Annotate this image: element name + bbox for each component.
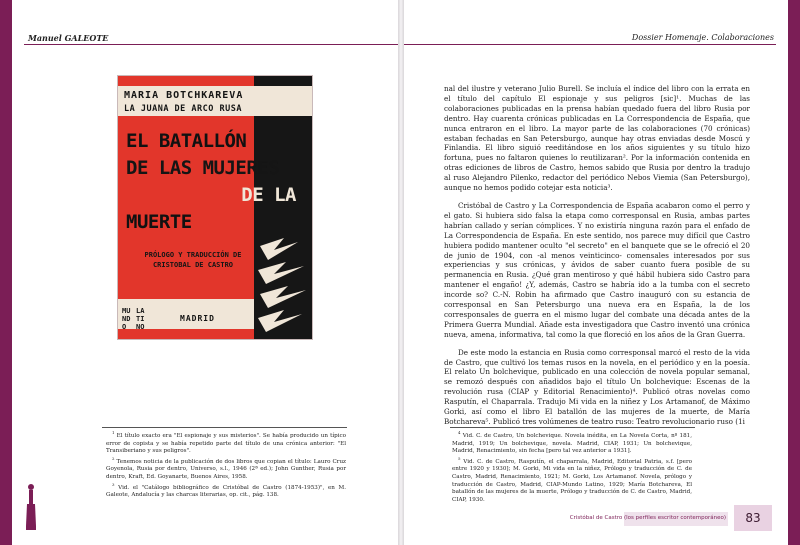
figurine-icon — [26, 482, 36, 530]
left-page — [12, 0, 398, 545]
right-page-band — [788, 0, 800, 545]
running-head-author: Manuel GALEOTE — [28, 33, 109, 43]
paragraph: nal del ilustre y veterano Julio Burell. Se incluía el índice del libro con la errata en el título del capítulo El espionaje y sus peligros [sic]¹. Muchas de las colaboraciones publicadas en la prensa habían quedado fuera del libro Rusia por dentro. Hay cuarenta crónicas publicadas en La Correspondencia de España, que nunca entraron en el libro. La mayor parte de las colaboraciones (70 crónicas) estaban fechadas en San Petersburgo, aunque hay otras enviadas desde Moscú y Finlandia. El libro siguió reeditándose en los años siguientes y su título hizo fortuna, pues no faltaron quienes lo reutilizaran². Por la información contenida en otras ediciones de libros de Castro, hemos sabido que Rusia por dentro la tradujo al ruso Alejandro Pilenko, redactor del periódico Nebos Viemia (San Petersburgo), aunque no hemos podido cotejar esta noticia³. — [444, 84, 750, 193]
header-rule — [404, 44, 776, 45]
right-footnotes — [452, 430, 693, 507]
body-text — [444, 84, 750, 427]
cover-title — [126, 128, 306, 236]
footnote: $^3$ Vid. el "Catálogo bibliográfico de Cristóbal de Castro (1874-1953)", en M. Galeote, Andalucía y las charcas literarias, op. cit., pág. 138. — [106, 481, 346, 499]
cover-imprint-city: MADRID — [180, 314, 215, 323]
left-page-band — [0, 0, 12, 545]
footnote: $^1$ El título exacto era "El espionaje y sus misterios". Se había producido un típico error de copista y se había repetido parte del título de una crónica anterior: "El Transiberiano y sus peligros". — [106, 430, 346, 455]
footer-text: Cristóbal de Castro (los perfiles escritor contemporáneo) — [569, 515, 726, 521]
header-rule — [24, 44, 398, 45]
paragraph: Cristóbal de Castro y La Correspondencia de España acabaron como el perro y el gato. Si hubiera sido falsa la etapa como corresponsal en Rusia, ambas partes habrían callado y serían cómplices. Y no existiría ninguna razón para el enfado de La Correspondencia de España. En este sentido, nos parece muy difícil que Castro hubiera podido mantener oculto "el secreto" en el banquete que se le ofreció el 20 de junio de 1904, con -al menos veinticinco- comensales interesados por sus experiencias y sus crónicas, y ávidos de saber cuanto fuera posible de su permanencia en Rusia. ¿Qué gran mentiroso y qué hábil hubiera sido Castro para mantener el engaño! ¿Y, además, Castro se habría ido a la tumba con el secreto incorde so? C.-N. Robin ha afirmado que Castro inauguró con su estancia de corresponsal en San Petersburgo una nueva era en España, la de los corresponsales de guerra en el mismo lugar del combate una década antes de la Primera Guerra Mundial. Añade esta investigadora que Castro inventó una crónica nueva, amena, informativa, tal como la que floreció en los años de la Gran Guerra. — [444, 200, 750, 339]
cover-title-line-2: DE LAS MUJERES — [126, 157, 280, 179]
footnote: $^2$ Tenemos noticia de la publicación de dos libros que copian el título: Lauro Cruz Goyenola, Rusia por dentro, Universo, s.l., 1946 (2ª ed.); John Gunther, Rusia por dentro, Kraft, Ed. Goyanarte, Buenos Aires, 1958. — [106, 455, 347, 480]
page-number: 83 — [734, 505, 772, 531]
cover-title-line-1: EL BATALLÓN — [126, 130, 247, 152]
footnote: $^4$ Vid. C. de Castro, Un bolchevique. Novela inédita, en La Novela Corta, nº 181, Madrid, 1919; Un bolchevique, novela. Madrid, CIAP, 1931; Un bolchevique, Madrid, Renacimiento, sin fecha [pero tal vez anterior a 1931]. — [452, 430, 693, 455]
right-page — [404, 0, 788, 545]
cover-imprint-latino: LATINO — [136, 307, 145, 331]
running-head-section: Dossier Homenaje. Colaboraciones — [631, 33, 774, 42]
left-footnotes — [106, 430, 347, 503]
cover-prologue: PRÓLOGO Y TRADUCCIÓN DE CRISTOBAL DE CASTRO — [144, 251, 242, 269]
book-cover-image — [118, 76, 312, 339]
cover-subtitle: LA JUANA DE ARCO RUSA — [124, 104, 242, 114]
cover-author: MARIA BOTCHKAREVA — [124, 90, 244, 101]
cover-title-line-4: MUERTE — [126, 211, 192, 233]
cover-title-line-3: DE LA — [241, 184, 296, 206]
footnote: $^5$ Vid. C. de Castro, Rasputín, el chaparrala, Madrid, Editorial Patria, s.f. [pero entre 1920 y 1930]; M. Gorki, Mi vida en la niñez, Prólogo y traducción de C. de Castro, Madrid, Renacimiento, 1921; M. Gorki, Los Artamanof. Novela, prólogo y traducción de Castro, Madrid, CIAP-Mundo Latino, 1929; María Botchareva, El batallón de las mujeres de la muerte, Prólogo y traducción de C. de Castro, Madrid, CIAP, 1930. — [452, 455, 692, 503]
lightning-bolts-icon — [254, 236, 310, 336]
footnote-rule — [102, 427, 347, 428]
footnote-rule — [450, 427, 695, 428]
paragraph: De este modo la estancia en Rusia como corresponsal marcó el resto de la vida de Castro, que cultivó los temas rusos en la novela, en el periódico y en la poesía. El relato Un bolchevique, publicado en una colección de novela popular semanal, se remozó después con añadidos bajo el título Un bolchevique: Escenas de la revolución rusa (CIAP y Editorial Renacimiento)⁴. Publicó otras novelas como Rasputín, el Chaparrala. Tradujo Mi vida en la niñez y Los Artamanof, de Máximo Gorki, así como el libro El batallón de las mujeres de la muerte, de María Botchareva⁵. Publicó tres volúmenes de teatro ruso: Teatro revolucionario ruso (1i — [444, 347, 750, 426]
cover-imprint-mundo: MUNDO — [122, 307, 131, 331]
